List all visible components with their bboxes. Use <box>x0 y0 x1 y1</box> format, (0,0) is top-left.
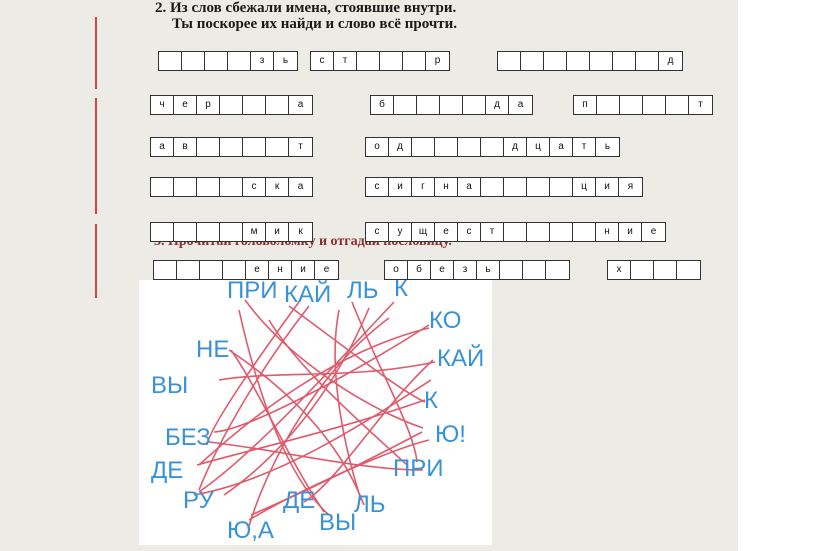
letter-cell[interactable]: р <box>197 96 220 114</box>
syllable-ko: КО <box>429 307 462 334</box>
letter-cell[interactable] <box>636 52 659 70</box>
word-grid <box>150 177 313 197</box>
word-grid <box>153 260 339 280</box>
margin-line <box>95 98 97 214</box>
letter-cell[interactable]: в <box>174 138 197 156</box>
letter-cell[interactable]: д <box>486 96 509 114</box>
letter-cell[interactable] <box>174 178 197 196</box>
letter-cell[interactable]: я <box>627 181 634 192</box>
letter-cell[interactable] <box>412 138 435 156</box>
letter-cell[interactable]: с <box>311 52 334 70</box>
page-gutter <box>738 0 818 551</box>
syllable-pri-top: ПРИ <box>227 280 278 304</box>
letter-cell[interactable] <box>220 138 243 156</box>
letter-cell[interactable] <box>182 52 205 70</box>
letter-cell[interactable] <box>677 261 700 279</box>
letter-cell[interactable]: е <box>323 264 330 275</box>
letter-cell[interactable]: б <box>408 261 431 279</box>
syllable-k-top: К <box>394 280 408 302</box>
letter-cell[interactable]: и <box>266 223 289 241</box>
puzzle-image <box>139 280 492 545</box>
letter-cell[interactable] <box>481 138 504 156</box>
letter-cell[interactable] <box>380 52 403 70</box>
letter-cell[interactable] <box>544 52 567 70</box>
word-grid <box>310 51 450 71</box>
task2-line1: 2. Из слов сбежали имена, стоявшие внутри. <box>155 0 457 16</box>
letter-cell[interactable] <box>220 178 243 196</box>
letter-cell[interactable] <box>243 96 266 114</box>
task3-title: и отгадай <box>318 234 380 249</box>
letter-cell[interactable]: ь <box>477 261 500 279</box>
letter-cell[interactable] <box>154 261 177 279</box>
letter-cell[interactable]: т <box>698 99 703 110</box>
letter-cell[interactable]: и <box>596 178 619 196</box>
letter-cell[interactable]: г <box>412 178 435 196</box>
letter-cell[interactable] <box>220 96 243 114</box>
syllable-vy-bottom: ВЫ <box>319 509 357 536</box>
letter-cell[interactable] <box>463 96 486 114</box>
letter-cell[interactable] <box>403 52 426 70</box>
letter-cell[interactable]: у <box>389 223 412 241</box>
letter-cell[interactable]: а <box>297 99 304 110</box>
letter-cell[interactable] <box>197 223 220 241</box>
syllable-kai-top: КАЙ <box>284 281 332 308</box>
word-grid <box>150 95 313 115</box>
letter-cell[interactable]: с <box>366 178 389 196</box>
syllable-l-top: ЛЬ <box>347 280 379 304</box>
word-grid <box>370 95 533 115</box>
letter-cell[interactable]: т <box>573 138 596 156</box>
letter-cell[interactable]: м <box>243 223 266 241</box>
letter-cell[interactable] <box>654 261 677 279</box>
letter-cell[interactable] <box>205 52 228 70</box>
letter-cell[interactable] <box>500 261 523 279</box>
letter-cell[interactable] <box>643 96 666 114</box>
letter-cell[interactable] <box>200 261 223 279</box>
word-grid <box>607 260 701 280</box>
letter-cell[interactable]: с <box>366 223 389 241</box>
letter-cell[interactable]: е <box>431 261 454 279</box>
letter-cell[interactable]: з <box>454 261 477 279</box>
word-grid <box>150 222 313 242</box>
letter-cell[interactable] <box>435 138 458 156</box>
puzzle-drawing <box>139 280 492 545</box>
letter-cell[interactable]: щ <box>412 223 435 241</box>
letter-cell[interactable] <box>590 52 613 70</box>
letter-cell[interactable] <box>151 178 174 196</box>
letter-cell[interactable]: д <box>504 138 527 156</box>
syllable-yu: Ю! <box>435 421 466 448</box>
margin-line <box>95 17 97 89</box>
letter-cell[interactable] <box>521 52 544 70</box>
syllable-pri-right: ПРИ <box>393 455 444 482</box>
letter-cell[interactable] <box>220 223 243 241</box>
letter-cell[interactable] <box>573 223 596 241</box>
letter-cell[interactable]: и <box>292 261 315 279</box>
letter-cell[interactable] <box>597 96 620 114</box>
word-grid <box>158 51 298 71</box>
letter-cell[interactable]: б <box>371 96 394 114</box>
letter-cell[interactable] <box>417 96 440 114</box>
margin-line <box>95 224 97 298</box>
letter-cell[interactable]: а <box>550 138 573 156</box>
letter-cell[interactable] <box>440 96 463 114</box>
letter-cell[interactable]: х <box>608 261 631 279</box>
word-grid <box>150 137 313 157</box>
letter-cell[interactable]: н <box>269 261 292 279</box>
letter-cell[interactable]: а <box>458 178 481 196</box>
letter-cell[interactable] <box>481 178 504 196</box>
letter-cell[interactable] <box>394 96 417 114</box>
letter-cell[interactable] <box>527 178 550 196</box>
letter-cell[interactable]: р <box>434 55 441 66</box>
syllable-kai-right: КАЙ <box>437 345 485 372</box>
letter-cell[interactable]: а <box>297 181 304 192</box>
task2-line2: Ты поскорее их найди и слово всё прочти. <box>172 16 458 32</box>
letter-cell[interactable] <box>243 138 266 156</box>
letter-cell[interactable] <box>613 52 636 70</box>
word-grid <box>573 95 713 115</box>
letter-cell[interactable]: с <box>243 178 266 196</box>
letter-cell[interactable]: д <box>389 138 412 156</box>
letter-cell[interactable]: о <box>366 138 389 156</box>
letter-cell[interactable]: т <box>334 52 357 70</box>
letter-cell[interactable] <box>228 52 251 70</box>
letter-cell[interactable] <box>620 96 643 114</box>
letter-cell[interactable]: и <box>389 178 412 196</box>
syllable-vy-left: ВЫ <box>151 372 189 399</box>
letter-cell[interactable] <box>504 223 527 241</box>
letter-cell[interactable] <box>567 52 590 70</box>
letter-cell[interactable] <box>266 138 289 156</box>
syllable-de-left: ДЕ <box>151 457 184 484</box>
letter-cell[interactable]: т <box>481 223 504 241</box>
syllable-de-bottom: ДЕ <box>283 487 316 514</box>
syllable-ru: РУ <box>183 487 214 514</box>
letter-cell[interactable]: о <box>385 261 408 279</box>
letter-cell[interactable]: н <box>435 178 458 196</box>
letter-cell[interactable] <box>666 96 689 114</box>
letter-cell[interactable] <box>159 52 182 70</box>
letter-cell[interactable]: е <box>435 223 458 241</box>
letter-cell[interactable]: е <box>650 226 657 237</box>
letter-cell[interactable]: а <box>517 99 524 110</box>
letter-cell[interactable]: к <box>266 178 289 196</box>
letter-cell[interactable]: н <box>596 223 619 241</box>
letter-cell[interactable]: т <box>298 141 303 152</box>
syllable-bez: БЕЗ <box>165 424 211 451</box>
syllable-l-bottom: ЛЬ <box>354 491 386 518</box>
letter-cell[interactable] <box>151 223 174 241</box>
letter-cell[interactable] <box>498 52 521 70</box>
letter-cell[interactable] <box>177 261 200 279</box>
letter-cell[interactable] <box>504 178 527 196</box>
letter-cell[interactable]: с <box>458 223 481 241</box>
letter-cell[interactable]: ц <box>527 138 550 156</box>
letter-cell[interactable]: а <box>151 138 174 156</box>
letter-cell[interactable]: и <box>619 223 642 241</box>
word-grid <box>497 51 683 71</box>
letter-cell[interactable] <box>197 178 220 196</box>
letter-cell[interactable]: д <box>667 55 674 66</box>
syllable-yu-a: Ю,А <box>227 517 274 544</box>
letter-cell[interactable] <box>523 261 546 279</box>
letter-cell[interactable]: к <box>298 226 303 237</box>
letter-cell[interactable] <box>527 223 550 241</box>
letter-cell[interactable]: п <box>574 96 597 114</box>
word-grid <box>365 177 643 197</box>
letter-cell[interactable] <box>357 52 380 70</box>
word-grid <box>365 222 666 242</box>
letter-cell[interactable]: ч <box>151 96 174 114</box>
letter-cell[interactable]: ь <box>604 141 611 152</box>
letter-cell[interactable] <box>174 223 197 241</box>
letter-cell[interactable] <box>546 261 569 279</box>
letter-cell[interactable] <box>631 261 654 279</box>
letter-cell[interactable]: ц <box>573 178 596 196</box>
syllable-k-right: К <box>424 387 438 414</box>
letter-cell[interactable]: з <box>251 52 274 70</box>
letter-cell[interactable] <box>458 138 481 156</box>
letter-cell[interactable] <box>550 178 573 196</box>
letter-cell[interactable]: е <box>174 96 197 114</box>
word-grid <box>365 137 620 157</box>
letter-cell[interactable]: е <box>246 261 269 279</box>
letter-cell[interactable]: ь <box>282 55 289 66</box>
letter-cell[interactable] <box>266 96 289 114</box>
letter-cell[interactable] <box>223 261 246 279</box>
letter-cell[interactable] <box>197 138 220 156</box>
word-grid <box>384 260 570 280</box>
syllable-ne: НЕ <box>196 336 230 363</box>
letter-cell[interactable] <box>550 223 573 241</box>
